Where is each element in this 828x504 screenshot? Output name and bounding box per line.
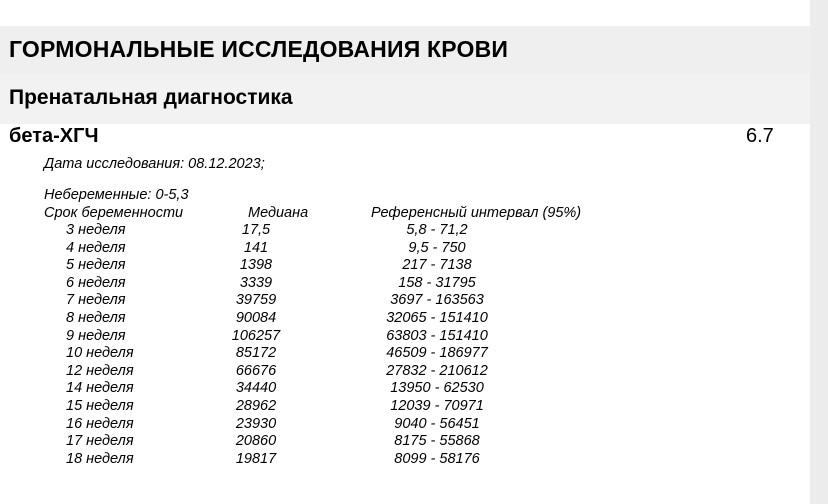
non-pregnant-reference: Небеременные: 0-5,3 — [44, 187, 189, 203]
row-median: 17,5 — [241, 222, 271, 238]
top-strip — [0, 0, 810, 26]
subsection-title: Пренатальная диагностика — [9, 86, 293, 109]
reference-table — [0, 222, 700, 468]
row-median: 23930 — [235, 415, 277, 432]
row-median: 90084 — [235, 309, 277, 326]
row-range: 12039 - 70971 — [390, 397, 484, 414]
table-row — [0, 416, 700, 434]
scrollbar-track[interactable] — [810, 0, 828, 504]
table-row — [0, 240, 700, 258]
row-median: 34440 — [235, 380, 277, 397]
row-range: 8099 - 58176 — [394, 450, 480, 467]
table-row — [0, 310, 700, 328]
row-week: 9 неделя — [66, 327, 126, 344]
row-week: 5 неделя — [66, 257, 126, 274]
table-row — [0, 380, 700, 398]
row-week: 16 неделя — [66, 415, 134, 432]
table-row — [0, 345, 700, 363]
row-range: 9040 - 56451 — [394, 415, 480, 432]
row-median: 19817 — [235, 450, 277, 467]
study-date: Дата исследования: 08.12.2023; — [44, 156, 265, 172]
row-median: 20860 — [235, 433, 277, 450]
row-range: 158 - 31795 — [398, 274, 476, 291]
row-week: 7 неделя — [66, 292, 126, 309]
table-row — [0, 398, 700, 416]
row-range: 3697 - 163563 — [390, 292, 484, 309]
row-range: 13950 - 62530 — [390, 380, 484, 397]
table-row — [0, 275, 700, 293]
table-row — [0, 222, 700, 240]
row-week: 10 неделя — [66, 345, 134, 362]
row-range: 5,8 - 71,2 — [406, 222, 468, 238]
row-range: 32065 - 151410 — [386, 309, 488, 326]
row-range: 8175 - 55868 — [394, 433, 480, 450]
row-week: 4 неделя — [66, 239, 126, 256]
row-week: 8 неделя — [66, 309, 126, 326]
table-row — [0, 451, 700, 469]
row-median: 28962 — [235, 397, 277, 414]
row-median: 141 — [243, 239, 269, 256]
row-week: 3 неделя — [66, 222, 126, 238]
row-median: 106257 — [231, 327, 281, 344]
row-week: 14 неделя — [66, 380, 134, 397]
row-week: 6 неделя — [66, 274, 126, 291]
table-row — [0, 292, 700, 310]
row-range: 46509 - 186977 — [386, 345, 488, 362]
row-range: 63803 - 151410 — [386, 327, 488, 344]
section-title: ГОРМОНАЛЬНЫЕ ИССЛЕДОВАНИЯ КРОВИ — [9, 36, 509, 62]
row-median: 66676 — [235, 362, 277, 379]
test-name: бета-ХГЧ — [9, 125, 99, 147]
row-week: 15 неделя — [66, 397, 134, 414]
table-row — [0, 363, 700, 381]
row-week: 12 неделя — [66, 362, 134, 379]
column-header-week: Срок беременности — [44, 205, 184, 221]
row-median: 1398 — [239, 257, 273, 274]
row-range: 27832 - 210612 — [386, 362, 488, 379]
row-median: 3339 — [239, 274, 273, 291]
row-range: 9,5 - 750 — [408, 239, 466, 256]
row-range: 217 - 7138 — [402, 257, 472, 274]
column-header-median: Медиана — [248, 205, 309, 221]
table-row — [0, 433, 700, 451]
row-median: 85172 — [235, 345, 277, 362]
test-value: 6.7 — [746, 125, 774, 147]
table-row — [0, 328, 700, 346]
column-header-range: Референсный интервал (95%) — [371, 205, 582, 221]
row-week: 17 неделя — [66, 433, 134, 450]
row-week: 18 неделя — [66, 450, 134, 467]
row-median: 39759 — [235, 292, 277, 309]
table-row — [0, 257, 700, 275]
